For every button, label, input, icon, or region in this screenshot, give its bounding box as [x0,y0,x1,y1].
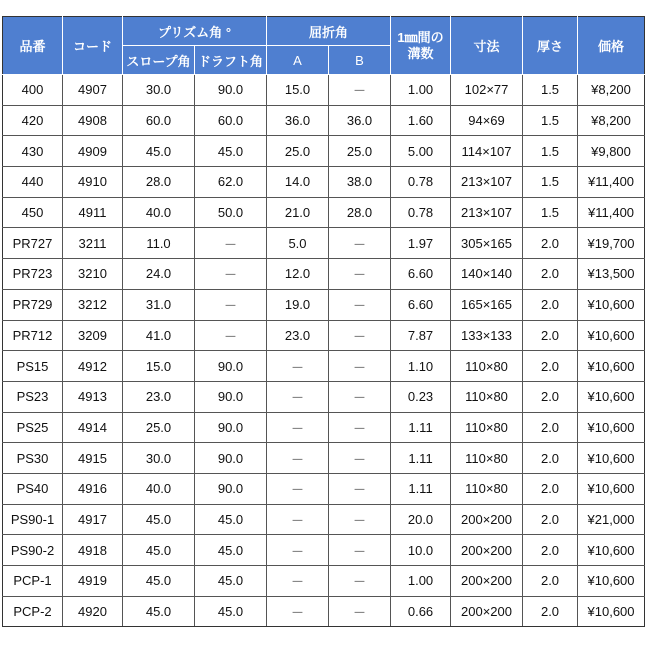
price-cell: ¥8,200 [578,105,645,136]
product-cell: 430 [3,136,63,167]
product-cell: PCP-1 [3,566,63,597]
product-cell: PS40 [3,473,63,504]
draft-angle-cell: 62.0 [195,167,267,198]
code-cell: 4920 [63,596,123,627]
code-cell: 4919 [63,566,123,597]
table-row [3,136,645,167]
refraction-b-cell: － [329,412,391,443]
price-cell: ¥10,600 [578,443,645,474]
refraction-a-cell: 12.0 [267,259,329,290]
refraction-b-cell: 36.0 [329,105,391,136]
price-cell: ¥10,600 [578,566,645,597]
thickness-cell: 2.0 [523,504,578,535]
slope-angle-cell: 40.0 [123,197,195,228]
product-cell: PCP-2 [3,596,63,627]
size-cell: 200×200 [451,535,523,566]
price-cell: ¥19,700 [578,228,645,259]
slope-angle-cell: 41.0 [123,320,195,351]
product-cell: PS15 [3,351,63,382]
price-cell: ¥11,400 [578,167,645,198]
product-cell: PS25 [3,412,63,443]
size-cell: 305×165 [451,228,523,259]
slope-angle-cell: 60.0 [123,105,195,136]
refraction-a-cell: 5.0 [267,228,329,259]
grooves-cell: 20.0 [391,504,451,535]
header-slope-angle: スロープ角 [123,46,195,75]
header-row-1 [3,17,645,46]
refraction-b-cell: 25.0 [329,136,391,167]
refraction-b-cell: － [329,473,391,504]
refraction-a-cell: － [267,596,329,627]
price-cell: ¥10,600 [578,351,645,382]
refraction-b-cell: － [329,320,391,351]
draft-angle-cell: 45.0 [195,535,267,566]
code-cell: 4918 [63,535,123,566]
code-cell: 4914 [63,412,123,443]
header-refraction-a: A [267,46,329,75]
size-cell: 114×107 [451,136,523,167]
header-draft-angle: ドラフト角 [195,46,267,75]
table-row [3,443,645,474]
slope-angle-cell: 45.0 [123,136,195,167]
price-cell: ¥9,800 [578,136,645,167]
draft-angle-cell: － [195,289,267,320]
table-row [3,473,645,504]
refraction-b-cell: － [329,504,391,535]
refraction-a-cell: － [267,351,329,382]
price-cell: ¥11,400 [578,197,645,228]
header-refraction-angle: 屈折角 [267,17,391,46]
size-cell: 110×80 [451,412,523,443]
product-cell: 440 [3,167,63,198]
refraction-a-cell: 21.0 [267,197,329,228]
code-cell: 3212 [63,289,123,320]
product-cell: PR727 [3,228,63,259]
size-cell: 102×77 [451,75,523,106]
grooves-cell: 6.60 [391,289,451,320]
code-cell: 4911 [63,197,123,228]
refraction-b-cell: － [329,443,391,474]
draft-angle-cell: － [195,228,267,259]
draft-angle-cell: － [195,320,267,351]
table-body [3,75,645,627]
header-code: コード [63,17,123,75]
refraction-a-cell: － [267,566,329,597]
refraction-a-cell: － [267,473,329,504]
prism-spec-table [2,16,645,627]
slope-angle-cell: 23.0 [123,381,195,412]
grooves-cell: 1.00 [391,566,451,597]
slope-angle-cell: 30.0 [123,75,195,106]
code-cell: 4912 [63,351,123,382]
slope-angle-cell: 31.0 [123,289,195,320]
price-cell: ¥10,600 [578,535,645,566]
size-cell: 200×200 [451,566,523,597]
slope-angle-cell: 11.0 [123,228,195,259]
thickness-cell: 2.0 [523,443,578,474]
product-cell: PS90-2 [3,535,63,566]
code-cell: 4913 [63,381,123,412]
product-cell: PR729 [3,289,63,320]
table-row [3,351,645,382]
refraction-a-cell: － [267,535,329,566]
grooves-cell: 1.60 [391,105,451,136]
thickness-cell: 2.0 [523,596,578,627]
table-row [3,535,645,566]
header-size: 寸法 [451,17,523,75]
slope-angle-cell: 45.0 [123,535,195,566]
refraction-a-cell: － [267,381,329,412]
product-cell: PR723 [3,259,63,290]
thickness-cell: 2.0 [523,289,578,320]
refraction-a-cell: － [267,504,329,535]
draft-angle-cell: 50.0 [195,197,267,228]
thickness-cell: 2.0 [523,381,578,412]
thickness-cell: 2.0 [523,228,578,259]
table-row [3,197,645,228]
size-cell: 110×80 [451,381,523,412]
draft-angle-cell: 90.0 [195,351,267,382]
table-row [3,289,645,320]
refraction-b-cell: 38.0 [329,167,391,198]
table-row [3,259,645,290]
price-cell: ¥10,600 [578,473,645,504]
size-cell: 110×80 [451,351,523,382]
thickness-cell: 2.0 [523,320,578,351]
product-cell: PR712 [3,320,63,351]
draft-angle-cell: 90.0 [195,473,267,504]
table-row [3,596,645,627]
slope-angle-cell: 45.0 [123,596,195,627]
grooves-cell: 1.97 [391,228,451,259]
thickness-cell: 2.0 [523,473,578,504]
grooves-cell: 6.60 [391,259,451,290]
grooves-cell: 0.78 [391,167,451,198]
refraction-b-cell: － [329,351,391,382]
slope-angle-cell: 25.0 [123,412,195,443]
code-cell: 4909 [63,136,123,167]
code-cell: 4915 [63,443,123,474]
header-grooves-per-mm: 1㎜間の 溝数 [391,17,451,75]
table-row [3,412,645,443]
grooves-cell: 7.87 [391,320,451,351]
slope-angle-cell: 45.0 [123,504,195,535]
size-cell: 200×200 [451,504,523,535]
size-cell: 133×133 [451,320,523,351]
code-cell: 4907 [63,75,123,106]
grooves-cell: 1.10 [391,351,451,382]
code-cell: 3210 [63,259,123,290]
price-cell: ¥10,600 [578,320,645,351]
draft-angle-cell: 45.0 [195,504,267,535]
header-price: 価格 [578,17,645,75]
thickness-cell: 1.5 [523,105,578,136]
draft-angle-cell: － [195,259,267,290]
table-row [3,320,645,351]
draft-angle-cell: 90.0 [195,412,267,443]
size-cell: 94×69 [451,105,523,136]
thickness-cell: 1.5 [523,197,578,228]
refraction-a-cell: 14.0 [267,167,329,198]
refraction-b-cell: － [329,596,391,627]
refraction-a-cell: 23.0 [267,320,329,351]
thickness-cell: 2.0 [523,259,578,290]
table-row [3,167,645,198]
code-cell: 4910 [63,167,123,198]
refraction-a-cell: 15.0 [267,75,329,106]
thickness-cell: 2.0 [523,351,578,382]
price-cell: ¥21,000 [578,504,645,535]
grooves-cell: 0.66 [391,596,451,627]
price-cell: ¥10,600 [578,596,645,627]
product-cell: PS23 [3,381,63,412]
thickness-cell: 1.5 [523,167,578,198]
draft-angle-cell: 90.0 [195,443,267,474]
size-cell: 165×165 [451,289,523,320]
slope-angle-cell: 24.0 [123,259,195,290]
grooves-cell: 1.11 [391,473,451,504]
code-cell: 4917 [63,504,123,535]
header-refraction-b: B [329,46,391,75]
refraction-a-cell: － [267,443,329,474]
product-cell: PS90-1 [3,504,63,535]
product-cell: PS30 [3,443,63,474]
grooves-cell: 1.11 [391,412,451,443]
product-cell: 400 [3,75,63,106]
price-cell: ¥10,600 [578,381,645,412]
thickness-cell: 2.0 [523,535,578,566]
header-thickness: 厚さ [523,17,578,75]
header-prism-angle: プリズム角 ° [123,17,267,46]
grooves-cell: 0.23 [391,381,451,412]
table-row [3,566,645,597]
thickness-cell: 2.0 [523,566,578,597]
size-cell: 140×140 [451,259,523,290]
draft-angle-cell: 45.0 [195,596,267,627]
table-row [3,228,645,259]
refraction-b-cell: － [329,75,391,106]
draft-angle-cell: 45.0 [195,566,267,597]
draft-angle-cell: 60.0 [195,105,267,136]
slope-angle-cell: 40.0 [123,473,195,504]
refraction-b-cell: 28.0 [329,197,391,228]
thickness-cell: 2.0 [523,412,578,443]
size-cell: 110×80 [451,443,523,474]
code-cell: 3211 [63,228,123,259]
table-row [3,75,645,106]
refraction-b-cell: － [329,535,391,566]
code-cell: 4916 [63,473,123,504]
thickness-cell: 1.5 [523,75,578,106]
prism-spec-table-container [2,16,644,627]
code-cell: 4908 [63,105,123,136]
draft-angle-cell: 45.0 [195,136,267,167]
grooves-cell: 0.78 [391,197,451,228]
draft-angle-cell: 90.0 [195,75,267,106]
table-row [3,381,645,412]
price-cell: ¥10,600 [578,289,645,320]
code-cell: 3209 [63,320,123,351]
refraction-a-cell: 19.0 [267,289,329,320]
refraction-a-cell: － [267,412,329,443]
size-cell: 110×80 [451,473,523,504]
price-cell: ¥10,600 [578,412,645,443]
slope-angle-cell: 28.0 [123,167,195,198]
size-cell: 200×200 [451,596,523,627]
refraction-b-cell: － [329,289,391,320]
slope-angle-cell: 30.0 [123,443,195,474]
thickness-cell: 1.5 [523,136,578,167]
size-cell: 213×107 [451,167,523,198]
slope-angle-cell: 15.0 [123,351,195,382]
slope-angle-cell: 45.0 [123,566,195,597]
product-cell: 450 [3,197,63,228]
product-cell: 420 [3,105,63,136]
grooves-cell: 5.00 [391,136,451,167]
grooves-cell: 1.00 [391,75,451,106]
price-cell: ¥8,200 [578,75,645,106]
refraction-a-cell: 25.0 [267,136,329,167]
refraction-b-cell: － [329,259,391,290]
refraction-a-cell: 36.0 [267,105,329,136]
refraction-b-cell: － [329,566,391,597]
refraction-b-cell: － [329,228,391,259]
grooves-cell: 10.0 [391,535,451,566]
table-row [3,105,645,136]
size-cell: 213×107 [451,197,523,228]
table-row [3,504,645,535]
draft-angle-cell: 90.0 [195,381,267,412]
grooves-cell: 1.11 [391,443,451,474]
price-cell: ¥13,500 [578,259,645,290]
header-product: 品番 [3,17,63,75]
refraction-b-cell: － [329,381,391,412]
